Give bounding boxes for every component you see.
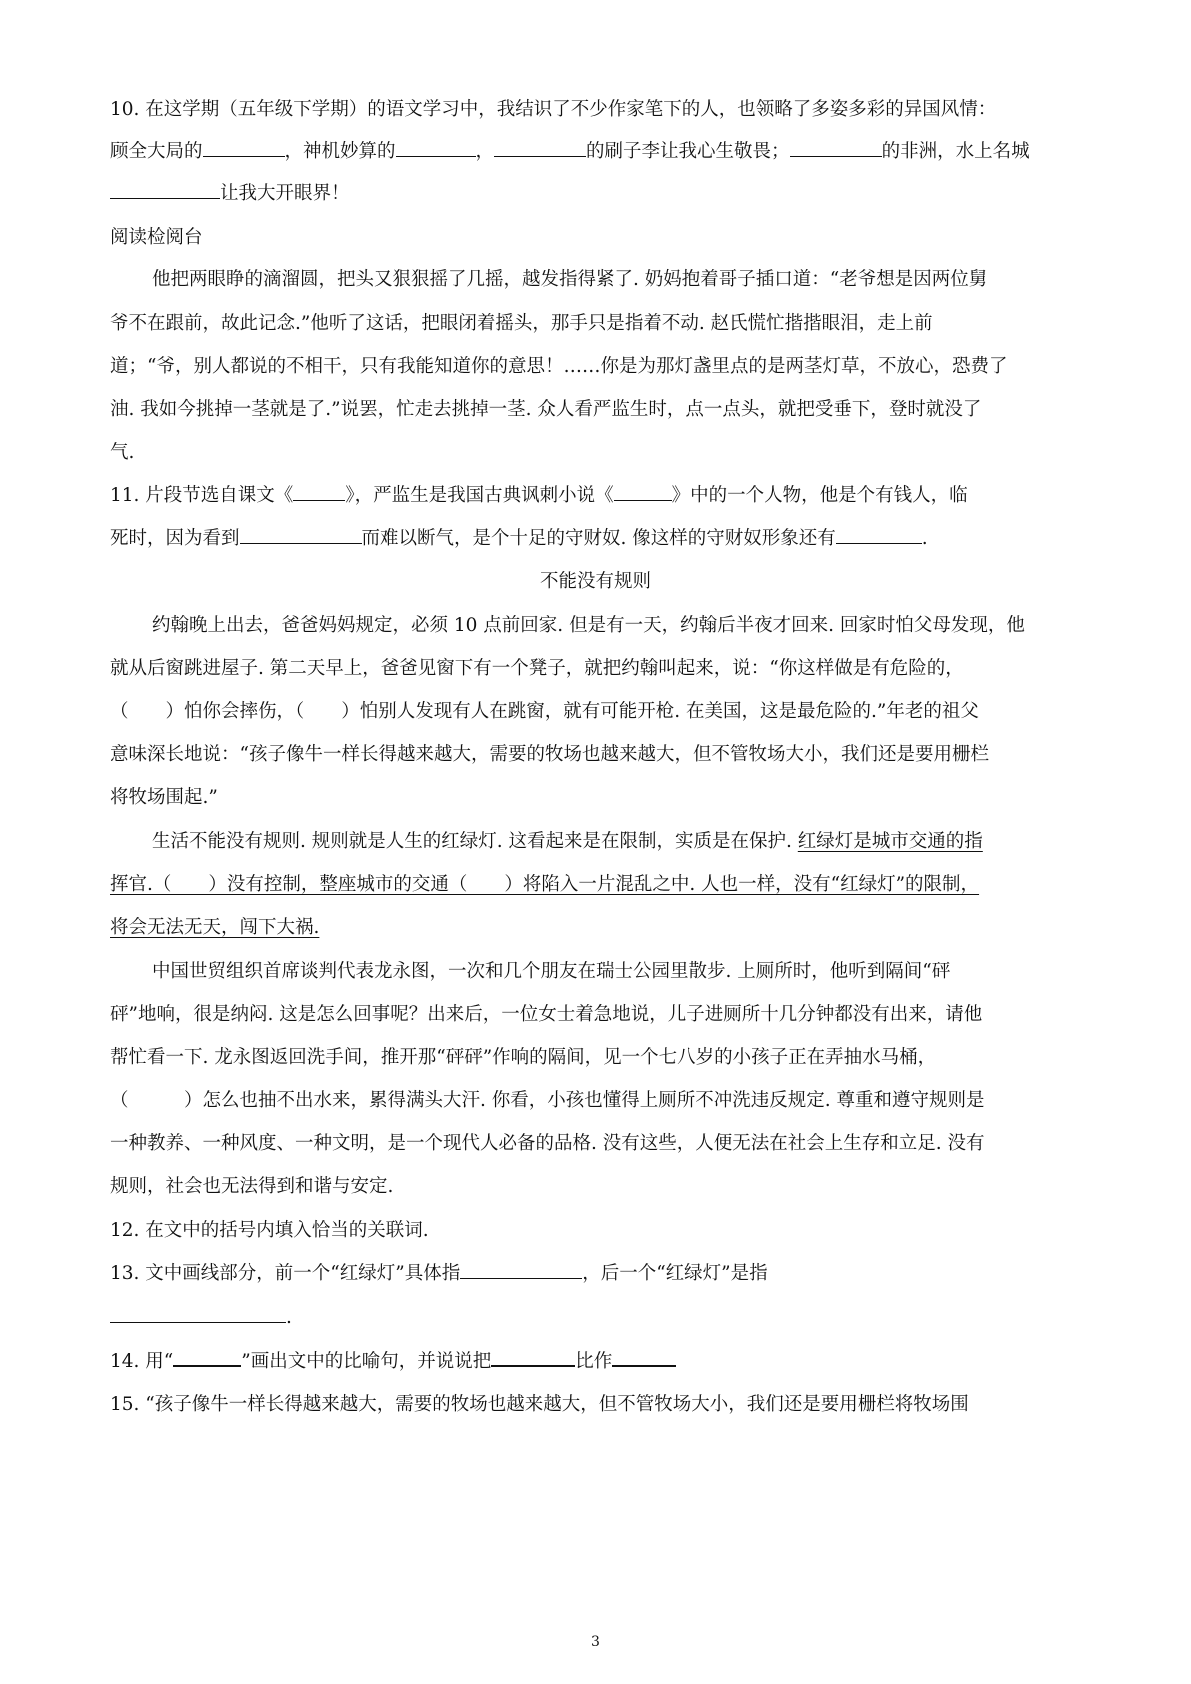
answer-blank[interactable] <box>293 484 345 501</box>
answer-blank[interactable] <box>491 1349 575 1367</box>
paragraph-2-line: 就从后窗跳进屋子. 第二天早上，爸爸见窗下有一个凳子，就把约翰叫起来，说：“你这样做是有危险的， <box>110 658 964 679</box>
q11-text: 死时，因为看到 <box>110 528 240 549</box>
question-10-line-2 <box>110 140 1030 164</box>
paragraph-4-line: 中国世贸组织首席谈判代表龙永图，一次和几个朋友在瑞士公园里散步. 上厕所时，他听到隔间“砰 <box>152 961 951 982</box>
q10-text: 让我大开眼界！ <box>220 183 350 204</box>
passage-1-line: 道；“爷，别人都说的不相干，只有我能知道你的意思！……你是为那灯盏里点的是两茎灯草，不放心，恐费了 <box>110 356 1008 377</box>
question-15: 15. “孩子像牛一样长得越来越大，需要的牧场也越来越大，但不管牧场大小，我们还是要用栅栏将牧场围 <box>110 1394 969 1415</box>
answer-blank[interactable] <box>110 182 220 199</box>
question-10-line-3 <box>110 182 350 206</box>
paragraph-4-line: 一种教养、一种风度、一种文明，是一个现代人必备的品格. 没有这些，人便无法在社会上生存和立足. 没有 <box>110 1133 985 1154</box>
q13-text: . <box>286 1307 292 1328</box>
paragraph-2-line: 将牧场围起.” <box>110 787 218 808</box>
q10-text: ， <box>475 141 495 162</box>
q13-text: ，后一个“红绿灯”是指 <box>582 1263 768 1284</box>
q10-text: 的刷子李让我心生敬畏； <box>586 141 790 162</box>
paragraph-3-line <box>152 830 983 854</box>
answer-blank[interactable] <box>612 1349 676 1367</box>
q14-text: 14. 用“ <box>110 1351 174 1372</box>
q14-text: ”画出文中的比喻句，并说说把 <box>241 1351 492 1372</box>
question-12: 12. 在文中的括号内填入恰当的关联词. <box>110 1220 429 1241</box>
underlined-text: 挥官.（ ）没有控制，整座城市的交通（ ）将陷入一片混乱之中. 人也一样，没有“红绿灯”的限制， <box>110 874 980 895</box>
q11-text: 而难以断气，是个十足的守财奴. 像这样的守财奴形象还有 <box>361 528 836 549</box>
question-11-line-1 <box>110 484 968 508</box>
answer-blank[interactable] <box>240 527 362 544</box>
passage-1-line: 气. <box>110 442 135 463</box>
paragraph-2-line: 约翰晚上出去，爸爸妈妈规定，必须 10 点前回家. 但是有一天，约翰后半夜才回来. 回家时怕父母发现，他 <box>152 615 1025 636</box>
q13-text: 13. 文中画线部分，前一个“红绿灯”具体指 <box>110 1263 461 1284</box>
article-title: 不能没有规则 <box>539 571 651 592</box>
q11-text: . <box>921 528 928 549</box>
paragraph-2-line: 意味深长地说：“孩子像牛一样长得越来越大，需要的牧场也越来越大，但不管牧场大小，我们还是要用栅栏 <box>110 744 989 765</box>
q11-text: 》，严监生是我国古典讽刺小说《 <box>345 485 614 506</box>
q14-text: 比作 <box>575 1351 613 1372</box>
passage-1-line: 爷不在跟前，故此记念.”他听了这话，把眼闭着摇头，那手只是指着不动. 赵氏慌忙揩揩眼泪，走上前 <box>110 313 933 334</box>
question-13-line-1 <box>110 1262 768 1286</box>
paragraph-4-line: 帮忙看一下. 龙永图返回洗手间，推开那“砰砰”作响的隔间，见一个七八岁的小孩子正在弄抽水马桶， <box>110 1047 937 1068</box>
underlined-text: 红绿灯是城市交通的指 <box>797 831 983 852</box>
q11-text: 11. 片段节选自课文《 <box>110 485 294 506</box>
page-number: 3 <box>591 1634 600 1650</box>
paragraph-2-line: （ ）怕你会摔伤，（ ）怕别人发现有人在跳窗，就有可能开枪. 在美国，这是最危险的.”年老的祖父 <box>110 701 979 722</box>
passage-1-line: 他把两眼睁的滴溜圆，把头又狠狠摇了几摇，越发指得紧了. 奶妈抱着哥子插口道：“老爷想是因两位舅 <box>152 269 988 290</box>
question-11-line-2 <box>110 527 928 551</box>
q10-text: ，神机妙算的 <box>284 141 396 162</box>
answer-blank[interactable] <box>396 140 476 157</box>
q10-text: 的非洲，水上名城 <box>881 141 1030 162</box>
paragraph-4-line: 砰”地响，很是纳闷. 这是怎么回事呢？出来后，一位女士着急地说，儿子进厕所十几分钟都没有出来，请他 <box>110 1004 983 1025</box>
answer-blank[interactable] <box>203 140 285 157</box>
answer-blank[interactable] <box>494 140 586 157</box>
q10-text: 顾全大局的 <box>110 141 203 162</box>
underline-sample <box>173 1349 241 1367</box>
p3-text: 生活不能没有规则. 规则就是人生的红绿灯. 这看起来是在限制，实质是在保护. <box>152 831 798 852</box>
q11-text: 》中的一个人物，他是个有钱人，临 <box>671 485 968 506</box>
answer-blank[interactable] <box>790 140 882 157</box>
paragraph-4-line: （ ）怎么也抽不出水来，累得满头大汗. 你看，小孩也懂得上厕所不冲洗违反规定. 尊重和遵守规则是 <box>110 1090 985 1111</box>
question-14 <box>110 1349 676 1374</box>
paragraph-4-line: 规则，社会也无法得到和谐与安定. <box>110 1176 394 1197</box>
question-13-line-2 <box>110 1306 292 1330</box>
answer-blank[interactable] <box>614 484 672 501</box>
answer-blank[interactable] <box>836 527 922 544</box>
underlined-text: 将会无法无天，闯下大祸. <box>110 917 320 938</box>
section-title: 阅读检阅台 <box>110 227 203 248</box>
question-10-line-1: 10. 在这学期（五年级下学期）的语文学习中，我结识了不少作家笔下的人，也领略了多姿多彩的异国风情： <box>110 99 997 120</box>
answer-blank[interactable] <box>460 1262 582 1279</box>
passage-1-line: 油. 我如今挑掉一茎就是了.”说罢，忙走去挑掉一茎. 众人看严监生时，点一点头，就把受垂下，登时就没了 <box>110 399 982 420</box>
answer-blank[interactable] <box>110 1306 286 1323</box>
